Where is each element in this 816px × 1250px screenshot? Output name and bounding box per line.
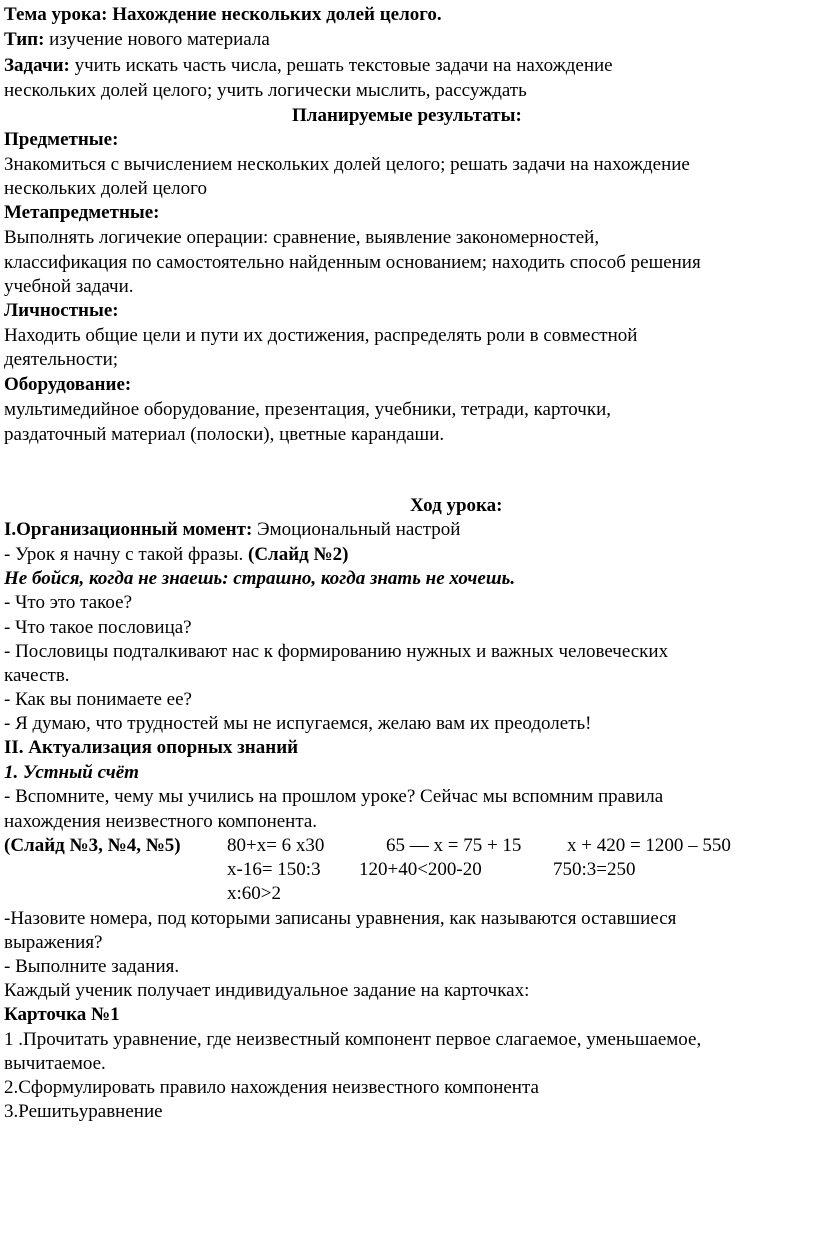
tasks-text-2: нескольких долей целого; учить логически мыслить, рассуждать [4, 80, 527, 101]
card-label: Карточка №1 [4, 1004, 120, 1025]
equation-r1c2: 65 — х = 75 + 15 [386, 835, 522, 856]
instruction-1b: выражения? [4, 932, 103, 953]
instruction-1a: -Назовите номера, под которыми записаны уравнения, как называются оставшиеся [4, 908, 677, 929]
tasks-line [4, 54, 613, 78]
statement-2: - Я думаю, что трудностей мы не испугаемся, желаю вам их преодолеть! [4, 713, 592, 734]
meta-text-1: Выполнять логичекие операции: сравнение, выявление закономерностей, [4, 227, 600, 248]
lesson-heading: Ход урока: [410, 495, 503, 516]
topic-label: Тема урока: [4, 4, 108, 25]
personal-label: Личностные: [4, 300, 119, 321]
section-2-label: II. Актуализация опорных знаний [4, 737, 299, 758]
card-item-1a: 1 .Прочитать уравнение, где неизвестный компонент первое слагаемое, уменьшаемое, [4, 1029, 702, 1050]
recall-2: нахождения неизвестного компонента. [4, 811, 318, 832]
equation-r3c1: х:60>2 [227, 883, 281, 904]
statement-1a: - Пословицы подталкивают нас к формированию нужных и важных человеческих [4, 641, 669, 662]
intro-line [4, 543, 348, 567]
equation-r2c1: х-16= 150:3 [227, 859, 321, 880]
instruction-2: - Выполните задания. [4, 956, 180, 977]
proverb: Не бойся, когда не знаешь: страшно, когда знать не хочешь. [4, 568, 516, 589]
equipment-label: Оборудование: [4, 374, 132, 395]
meta-text-2: классификация по самостоятельно найденным основанием; находить способ решения [4, 252, 701, 273]
question-3: - Как вы понимаете ее? [4, 689, 192, 710]
question-2: - Что такое пословица? [4, 617, 192, 638]
type-label: Тип: [4, 29, 45, 50]
tasks-text: учить искать часть числа, решать текстовые задачи на нахождение [74, 55, 613, 76]
subject-text-2: нескольких долей целого [4, 178, 207, 199]
recall-1: - Вспомните, чему мы учились на прошлом уроке? Сейчас мы вспомним правила [4, 786, 664, 807]
topic-line [4, 3, 442, 27]
section-1-line [4, 518, 460, 542]
card-item-3: 3.Решитьуравнение [4, 1101, 163, 1122]
statement-1b: качеств. [4, 665, 70, 686]
equation-r2c3: 750:3=250 [553, 859, 636, 880]
personal-text-1: Находить общие цели и пути их достижения, распределять роли в совместной [4, 325, 638, 346]
slide-2-ref: (Слайд №2) [248, 544, 349, 565]
results-heading: Планируемые результаты: [292, 105, 522, 126]
meta-label: Метапредметные: [4, 202, 160, 223]
equipment-text-1: мультимедийное оборудование, презентация, учебники, тетради, карточки, [4, 399, 611, 420]
type-value: изучение нового материала [49, 29, 270, 50]
tasks-label: Задачи: [4, 55, 70, 76]
subject-text-1: Знакомиться с вычислением нескольких долей целого; решать задачи на нахождение [4, 154, 690, 175]
equation-r1c1: 80+х= 6 х30 [227, 835, 325, 856]
instruction-3: Каждый ученик получает индивидуальное задание на карточках: [4, 980, 530, 1001]
card-item-1b: вычитаемое. [4, 1053, 106, 1074]
question-1: - Что это такое? [4, 592, 133, 613]
meta-text-3: учебной задачи. [4, 276, 134, 297]
subject-label: Предметные: [4, 129, 119, 150]
section-2-sub: 1. Устный счёт [4, 762, 139, 783]
equation-r1c3: х + 420 = 1200 – 550 [567, 835, 731, 856]
equation-r2c2: 120+40<200-20 [359, 859, 482, 880]
section-1-value: Эмоциональный настрой [257, 519, 461, 540]
intro-text: - Урок я начну с такой фразы. [4, 544, 244, 565]
topic-value: Нахождение нескольких долей целого. [112, 4, 442, 25]
equipment-text-2: раздаточный материал (полоски), цветные карандаши. [4, 424, 445, 445]
section-1-label: I.Организационный момент: [4, 519, 253, 540]
card-item-2: 2.Сформулировать правило нахождения неизвестного компонента [4, 1077, 539, 1098]
type-line [4, 28, 270, 52]
personal-text-2: деятельности; [4, 349, 119, 370]
slides-ref: (Слайд №3, №4, №5) [4, 835, 181, 856]
